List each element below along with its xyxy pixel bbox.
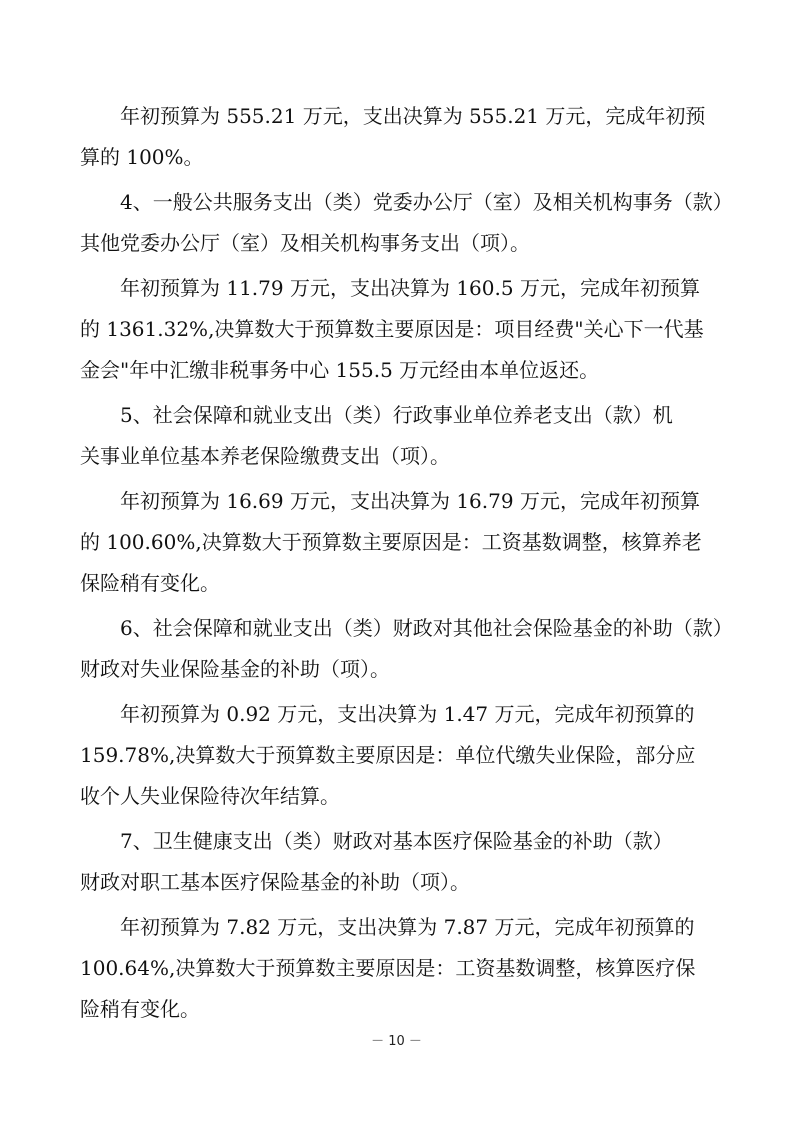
text-line: 的 100.60%,决算数大于预算数主要原因是：工资基数调整，核算养老 [80,530,702,554]
text-line: 算的 100%。 [80,145,204,169]
text-line: 7、卫生健康支出（类）财政对基本医疗保险基金的补助（款） [120,829,673,853]
text-line: 年初预算为 7.82 万元，支出决算为 7.87 万元，完成年初预算的 [120,915,695,939]
text-line: 年初预算为 0.92 万元，支出决算为 1.47 万元，完成年初预算的 [120,702,695,726]
page-number: － 10 － [371,1034,422,1049]
paragraph-9 [80,907,720,1030]
text-line: 收个人失业保险待次年结算。 [80,784,340,808]
text-line: 保险稍有变化。 [80,571,220,595]
paragraph-2 [80,182,733,264]
paragraph-3 [80,268,720,391]
text-line: 6、社会保障和就业支出（类）财政对其他社会保险基金的补助（款） [120,616,733,640]
text-line: 年初预算为 11.79 万元，支出决算为 160.5 万元，完成年初预算 [120,276,700,300]
paragraph-8 [80,821,720,903]
text-line: 年初预算为 16.69 万元，支出决算为 16.79 万元，完成年初预算 [120,489,700,513]
paragraph-4 [80,395,720,477]
text-line: 159.78%,决算数大于预算数主要原因是：单位代缴失业保险，部分应 [80,743,696,767]
paragraph-6 [80,608,733,690]
text-line: 财政对失业保险基金的补助（项）。 [80,657,390,681]
paragraph-1 [80,96,720,178]
document-body [80,96,733,1034]
paragraph-5 [80,481,720,604]
text-line: 金会"年中汇缴非税事务中心 155.5 万元经由本单位返还。 [80,358,600,382]
text-line: 4、一般公共服务支出（类）党委办公厅（室）及相关机构事务（款） [120,190,733,214]
text-line: 5、社会保障和就业支出（类）行政事业单位养老支出（款）机 [120,403,673,427]
text-line: 的 1361.32%,决算数大于预算数主要原因是：项目经费"关心下一代基 [80,317,704,341]
text-line: 财政对职工基本医疗保险基金的补助（项）。 [80,870,470,894]
text-line: 100.64%,决算数大于预算数主要原因是：工资基数调整，核算医疗保 [80,956,696,980]
text-line: 关事业单位基本养老保险缴费支出（项）。 [80,444,450,468]
paragraph-7 [80,694,720,817]
text-line: 其他党委办公厅（室）及相关机构事务支出（项）。 [80,231,530,255]
text-line: 险稍有变化。 [80,997,200,1021]
text-line: 年初预算为 555.21 万元，支出决算为 555.21 万元，完成年初预 [120,104,706,128]
